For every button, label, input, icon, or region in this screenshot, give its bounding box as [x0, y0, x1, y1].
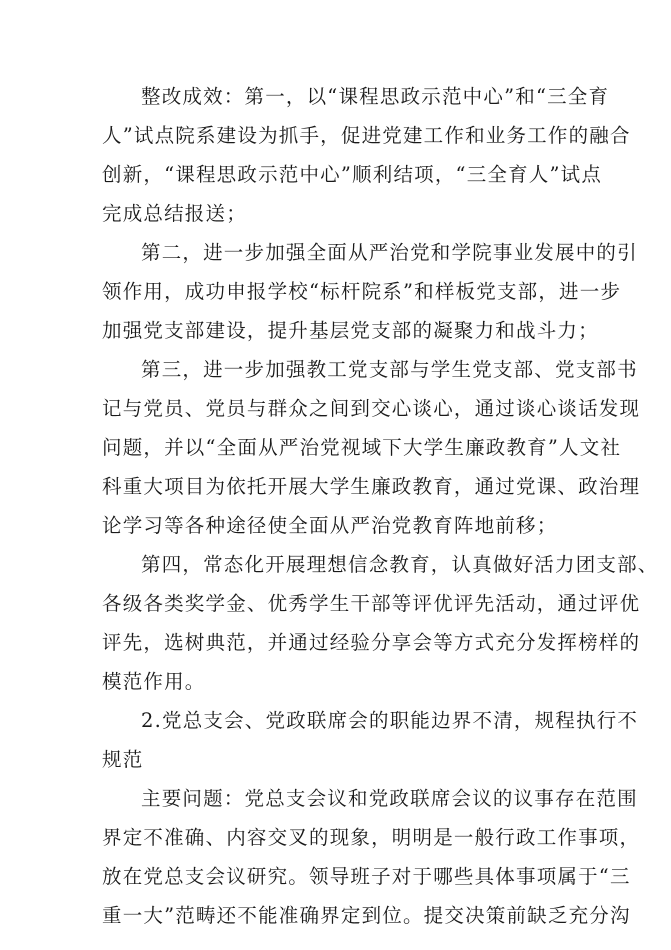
text-line-10: 问题，并以“全面从严治党视域下大学生廉政教育”人文社	[102, 436, 622, 459]
text-line-11: 科重大项目为依托开展大学生廉政教育，通过党课、政治理	[102, 475, 641, 498]
text-line-18: 规范	[102, 748, 144, 771]
text-line-12: 论学习等各种途径使全面从严治党教育阵地前移；	[102, 514, 558, 537]
text-line-13: 第四，常态化开展理想信念教育，认真做好活力团支部、	[141, 553, 659, 576]
text-line-9: 记与党员、党员与群众之间到交心谈心，通过谈心谈话发现	[102, 397, 641, 420]
text-line-15: 评先，选树典范，并通过经验分享会等方式充分发挥榜样的	[102, 631, 641, 654]
text-line-6: 领作用，成功申报学校“标杆院系”和样板党支部，进一步	[102, 280, 622, 303]
text-line-2: 人”试点院系建设为抓手，促进党建工作和业务工作的融合	[102, 124, 631, 147]
text-line-1: 整改成效：第一，以“课程思政示范中心”和“三全育	[141, 85, 610, 108]
text-line-20: 界定不准确、内容交叉的现象，明明是一般行政工作事项，	[102, 826, 641, 849]
text-line-22: 重一大”范畴还不能准确界定到位。提交决策前缺乏充分沟	[102, 904, 631, 927]
text-line-17: 2.党总支会、党政联席会的职能边界不清，规程执行不	[141, 709, 639, 732]
text-line-21: 放在党总支会议研究。领导班子对于哪些具体事项属于“三	[102, 865, 631, 888]
text-line-8: 第三，进一步加强教工党支部与学生党支部、党支部书	[141, 358, 638, 381]
text-line-4: 完成总结报送；	[102, 202, 247, 225]
text-line-19: 主要问题：党总支会议和党政联席会议的议事存在范围	[141, 787, 638, 810]
text-line-7: 加强党支部建设，提升基层党支部的凝聚力和战斗力；	[102, 319, 599, 342]
text-line-5: 第二，进一步加强全面从严治党和学院事业发展中的引	[141, 241, 638, 264]
text-line-3: 创新，“课程思政示范中心”顺利结项，“三全育人”试点	[102, 163, 603, 186]
text-line-16: 模范作用。	[102, 670, 206, 693]
text-line-14: 各级各类奖学金、优秀学生干部等评优评先活动，通过评优	[102, 592, 641, 615]
